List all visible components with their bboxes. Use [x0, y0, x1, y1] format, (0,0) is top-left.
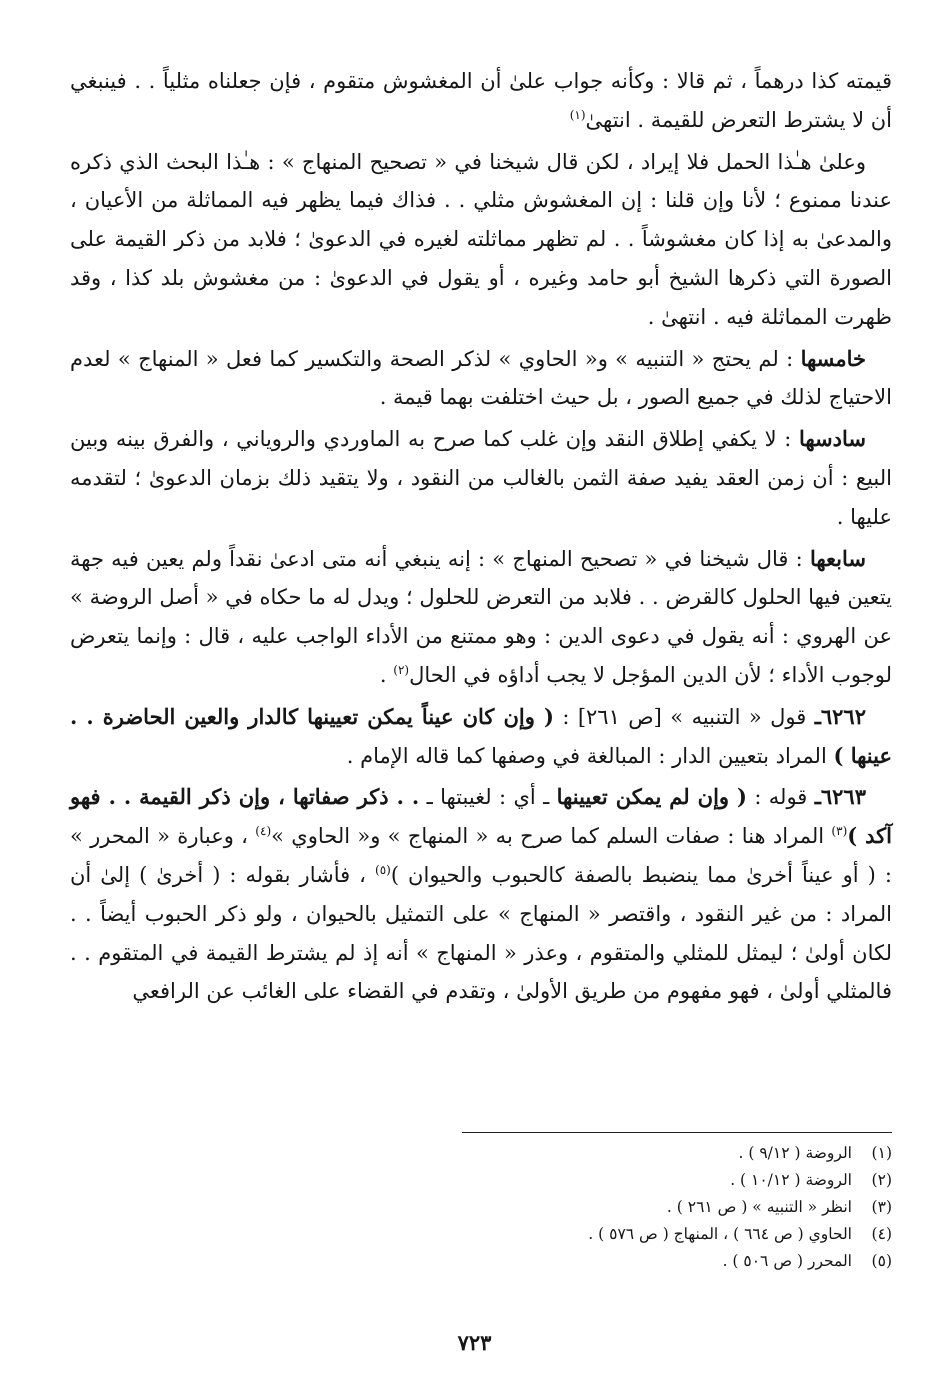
- paragraph-text: : قال شيخنا في « تصحيح المنهاج » : إنه ينبغي أنه متى ادعىٰ نقداً ولم يعين فيه جهة يتعين فيها الحلول كالقرض . . فلابد من التعرض للحلول ؛ ويدل له ما حكاه في « أصل الروضة » عن الهروي : أنه يقول في دعوى الدين : وهو ممتنع من الأداء الواجب عليه ، قال : وإنما يتعرض لوجوب الأداء ؛ لأن الدين المؤجل لا يجب أداؤه في الحال: [70, 546, 892, 687]
- footnotes: [132, 1140, 892, 1275]
- paragraph-commentary: [70, 143, 892, 337]
- entry-quote: ( وإن كان عيناً يمكن تعيينها كالدار والعين الحاضرة . . عينها ): [70, 703, 892, 768]
- paragraph-continuation: [70, 62, 892, 140]
- footnote-item: [132, 1167, 892, 1194]
- entry-commentary: المراد بتعيين الدار : المبالغة في وصفها كما قاله الإمام .: [346, 743, 827, 768]
- entry-commentary: المراد هنا : صفات السلم كما صرح به « المنهاج » و« الحاوي »: [271, 824, 825, 849]
- entry-quote: ( وإن لم يمكن تعيينها: [556, 784, 747, 810]
- entry-6262: [70, 698, 892, 776]
- paragraph-point-5: [70, 340, 892, 418]
- paragraph-text: : لا يكفي إطلاق النقد وإن غلب كما صرح به الماوردي والروياني ، والفرق بينه وبين البيع : أن زمن العقد يفيد صفة الثمن بالغالب من النقود ، ولا يتقيد ذلك بزمان الدعوىٰ ؛ لتقدمه عليها .: [70, 427, 892, 529]
- footnote-text: الحاوي ( ص ٦٦٤ ) ، المنهاج ( ص ٥٧٦ ) .: [588, 1225, 852, 1243]
- paragraph-text: وعلىٰ هـٰذا الحمل فلا إيراد ، لكن قال شيخنا في « تصحيح المنهاج » : هـٰذا البحث الذي ذكره عندنا ممنوع ؛ لأنا وإن قلنا : إن المغشوش مثلي . . فذاك فيما يظهر فيه المماثلة من الأعيان ، والمدعىٰ به إذا كان مغشوشاً . . لم تظهر مماثلته لغيره في الدعوىٰ ؛ فلابد من ذكر القيمة على الصورة التي ذكرها الشيخ أبو حامد وغيره ، أو يقول في الدعوىٰ : من مغشوش بلد كذا ، وقد ظهرت المماثلة فيه . انتهىٰ .: [70, 149, 892, 329]
- footnote-item: [132, 1221, 892, 1248]
- entry-quote: . . ذكر صفاتها ، وإن ذكر القيمة . . فهو آكد ): [70, 784, 892, 849]
- footnote-text: الروضة ( ١٠/١٢ ) .: [730, 1171, 852, 1189]
- entry-number: ٦٢٦٢ـ: [814, 703, 866, 729]
- footnote-ref: (٥): [375, 862, 391, 877]
- entry-number: ٦٢٦٣ـ: [814, 784, 866, 810]
- footnote-item: [132, 1140, 892, 1167]
- paragraph-tail: .: [379, 662, 394, 687]
- footnote-item: [132, 1194, 892, 1221]
- footnote-number: (٤): [871, 1225, 892, 1243]
- entry-6263: [70, 778, 892, 1011]
- point-heading: سابعها: [809, 545, 866, 571]
- entry-commentary: ، فأشار بقوله : ( أخرىٰ ) إلىٰ أن المراد : من غير النقود ، واقتصر « المنهاج » على التمثيل بالحيوان ، ولو ذكر الحبوب أيضاً . . لكان أولىٰ ؛ ليمثل للمثلي والمتقوم ، وعذر « المنهاج » أنه إذ لم يشترط القيمة في المتقوم . . فالمثلي أولىٰ ، فهو مفهوم من طريق الأولىٰ ، وتقدم في القضاء على الغائب عن الرافعي: [70, 862, 892, 1004]
- footnote-ref: (٣): [831, 824, 848, 839]
- point-heading: خامسها: [800, 345, 867, 371]
- footnote-text: الروضة ( ٩/١٢ ) .: [738, 1144, 852, 1162]
- page-number: ٧٢٣: [457, 1330, 492, 1355]
- paragraph-text: : لم يحتج « التنبيه » و« الحاوي » لذكر الصحة والتكسير كما فعل « المنهاج » لعدم الاحتياج لذلك في جميع الصور ، بل حيث اختلفت بهما قيمة .: [70, 346, 892, 410]
- footnote-ref: (١): [569, 107, 586, 122]
- entry-intro: قوله :: [754, 785, 808, 810]
- entry-intro: قول « التنبيه » [ص ٢٦١] :: [562, 704, 807, 729]
- footnote-number: (٣): [871, 1198, 892, 1216]
- footnote-text: انظر « التنبيه » ( ص ٢٦١ ) .: [666, 1198, 852, 1216]
- entry-commentary: ، وعبارة « المحرر » : ( أو عيناً أخرىٰ مما ينضبط بالصفة كالحبوب والحيوان ): [70, 824, 892, 887]
- paragraph-point-6: [70, 420, 892, 536]
- footnote-item: [132, 1248, 892, 1275]
- footnote-divider: [462, 1132, 892, 1133]
- main-text: [70, 62, 892, 1014]
- footnote-number: (٥): [871, 1252, 892, 1270]
- footnote-text: المحرر ( ص ٥٠٦ ) .: [722, 1252, 852, 1270]
- entry-aside: ـ أي : لغيبتها ـ: [426, 785, 550, 810]
- paragraph-point-7: [70, 540, 892, 695]
- footnote-ref: (٤): [255, 824, 272, 839]
- footnote-number: (٢): [871, 1171, 892, 1189]
- footnote-ref: (٢): [393, 662, 410, 677]
- footnote-number: (١): [871, 1144, 892, 1162]
- paragraph-text: قيمته كذا درهماً ، ثم قالا : وكأنه جواب علىٰ أن المغشوش متقوم ، فإن جعلناه مثلياً . . فينبغي أن لا يشترط التعرض للقيمة . انتهىٰ: [70, 69, 892, 132]
- point-heading: سادسها: [798, 426, 866, 452]
